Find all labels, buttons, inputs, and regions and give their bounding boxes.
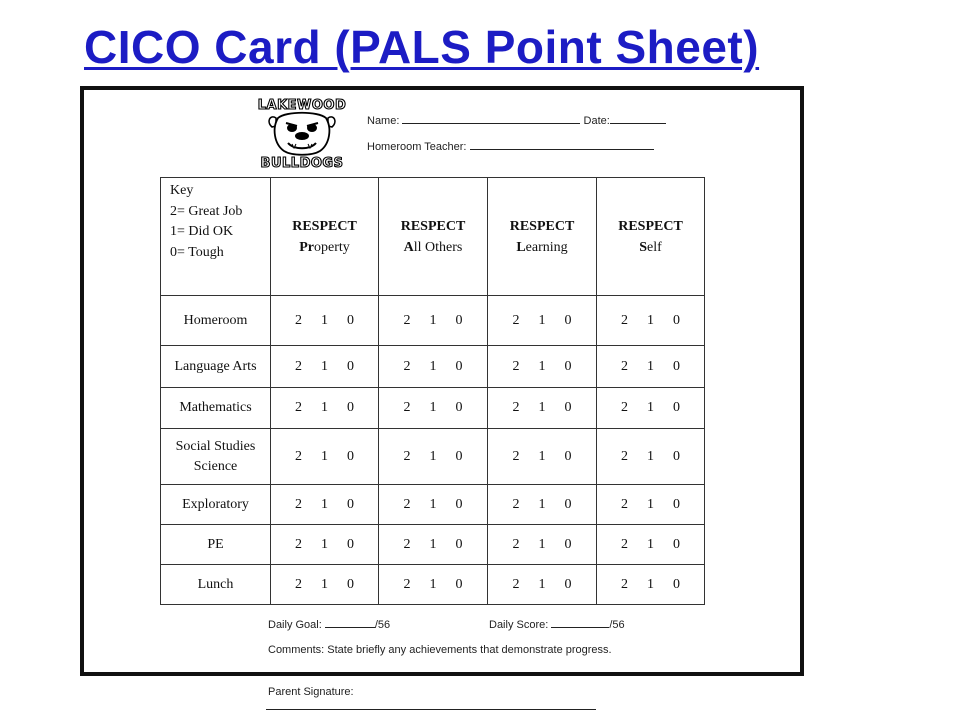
score-option[interactable]: 2 (512, 536, 520, 552)
score-option[interactable]: 0 (564, 358, 572, 374)
score-option[interactable]: 1 (429, 400, 437, 415)
score-option[interactable]: 0 (347, 496, 354, 512)
daily-goal-field[interactable] (325, 618, 375, 628)
score-option[interactable]: 1 (647, 536, 654, 552)
score-option[interactable]: 1 (647, 448, 654, 464)
score-option[interactable]: 0 (347, 312, 354, 328)
score-cell (379, 346, 488, 388)
score-option[interactable]: 0 (564, 536, 572, 552)
score-option[interactable]: 0 (564, 312, 572, 328)
score-option[interactable]: 1 (321, 400, 328, 415)
date-field[interactable] (610, 114, 666, 124)
score-option[interactable]: 2 (621, 400, 628, 415)
score-option[interactable]: 2 (621, 496, 628, 512)
score-option[interactable]: 0 (673, 312, 680, 328)
behavior-grid (160, 177, 705, 605)
column-header-learning: RESPECT Learning (488, 178, 597, 296)
score-option[interactable]: 2 (295, 448, 302, 464)
score-option[interactable]: 2 (621, 536, 628, 552)
score-option[interactable]: 1 (429, 358, 437, 374)
score-option[interactable]: 0 (347, 448, 354, 464)
score-option[interactable]: 0 (564, 576, 572, 592)
bulldog-head (269, 113, 335, 155)
score-cell (597, 296, 705, 346)
score-cell (488, 565, 597, 605)
score-option[interactable]: 2 (621, 358, 628, 374)
column-header-all-others: RESPECT All Others (379, 178, 488, 296)
score-option[interactable]: 0 (673, 576, 680, 592)
score-option[interactable]: 0 (347, 576, 354, 592)
score-option[interactable]: 0 (455, 496, 463, 512)
score-option[interactable]: 2 (512, 400, 520, 415)
date-label: Date: (583, 115, 610, 127)
score-option[interactable]: 2 (403, 312, 411, 328)
daily-goal-suffix: /56 (374, 619, 391, 631)
score-option[interactable]: 0 (673, 358, 680, 374)
score-cell (271, 346, 379, 388)
logo-top-text (258, 98, 347, 113)
score-option[interactable]: 1 (429, 312, 437, 328)
score-option[interactable]: 0 (564, 448, 572, 464)
table-row (161, 346, 705, 388)
score-option[interactable]: 0 (564, 400, 572, 415)
score-cell (271, 429, 379, 485)
score-option[interactable]: 0 (673, 536, 680, 552)
score-cell (488, 346, 597, 388)
score-option[interactable]: 2 (295, 536, 302, 552)
score-cell (597, 346, 705, 388)
key-line-2: 2= Great Job (170, 203, 243, 219)
score-option[interactable]: 2 (512, 312, 520, 328)
score-option[interactable]: 0 (564, 496, 572, 512)
score-cell (488, 485, 597, 525)
logo-bottom-text (261, 156, 344, 170)
teacher-line (367, 140, 654, 153)
bulldog-mascot-icon (256, 96, 348, 170)
name-label: Name: (367, 115, 400, 127)
column-header-property: RESPECT Property (271, 178, 379, 296)
score-option[interactable]: 0 (455, 448, 463, 464)
score-cell (379, 429, 488, 485)
score-option[interactable]: 2 (512, 358, 520, 374)
score-option[interactable]: 1 (429, 576, 437, 592)
score-option[interactable]: 1 (647, 312, 654, 328)
score-option[interactable]: 1 (647, 358, 654, 374)
score-option[interactable]: 1 (647, 496, 654, 512)
score-option[interactable]: 0 (673, 496, 680, 512)
score-option[interactable]: 0 (673, 400, 680, 415)
teacher-field[interactable] (470, 140, 654, 150)
score-option[interactable]: 1 (647, 576, 654, 592)
score-option[interactable]: 1 (321, 576, 328, 592)
score-option[interactable]: 1 (538, 496, 546, 512)
score-cell (488, 388, 597, 429)
score-cell (597, 525, 705, 565)
row-label: Exploratory (161, 485, 271, 525)
score-option[interactable]: 2 (403, 400, 411, 415)
score-option[interactable]: 2 (403, 358, 411, 374)
svg-text:BULLDOGS: BULLDOGS (260, 156, 344, 170)
score-option[interactable]: 2 (403, 576, 411, 592)
daily-goal-label: Daily Goal: (268, 619, 322, 631)
score-option[interactable]: 2 (295, 496, 302, 512)
score-option[interactable]: 2 (403, 448, 411, 464)
score-option[interactable]: 2 (295, 358, 302, 374)
row-label: Mathematics (161, 388, 271, 429)
daily-score-line (489, 618, 625, 631)
score-option[interactable]: 1 (538, 448, 546, 464)
row-label: Homeroom (161, 296, 271, 346)
column-header-self: RESPECT Self (597, 178, 705, 296)
score-option[interactable]: 2 (621, 312, 628, 328)
score-option[interactable]: 0 (455, 358, 463, 374)
header-row (161, 178, 705, 296)
score-option[interactable]: 1 (429, 496, 437, 512)
score-cell (488, 525, 597, 565)
score-cell (597, 565, 705, 605)
score-cell (271, 485, 379, 525)
key-title: Key (170, 183, 194, 198)
score-option[interactable]: 2 (621, 448, 628, 464)
score-option[interactable]: 2 (512, 576, 520, 592)
score-option[interactable]: 0 (347, 536, 354, 552)
score-option[interactable]: 1 (429, 536, 437, 552)
score-cell (597, 388, 705, 429)
score-cell (379, 388, 488, 429)
svg-text:LAKEWOOD: LAKEWOOD (257, 98, 347, 113)
score-option[interactable]: 1 (538, 358, 546, 374)
score-option[interactable]: 0 (455, 400, 463, 415)
key-cell (161, 178, 271, 296)
table-row (161, 565, 705, 605)
score-option[interactable]: 1 (647, 400, 654, 415)
score-option[interactable]: 1 (538, 536, 546, 552)
score-cell (379, 565, 488, 605)
score-cell (597, 429, 705, 485)
score-option[interactable]: 1 (538, 312, 546, 328)
page-title: CICO Card (PALS Point Sheet) (84, 21, 760, 73)
daily-score-field[interactable] (551, 618, 609, 628)
score-option[interactable]: 2 (621, 576, 628, 592)
daily-score-suffix: /56 (609, 619, 625, 631)
score-cell (271, 525, 379, 565)
name-field[interactable] (402, 114, 580, 124)
score-cell (271, 565, 379, 605)
score-option[interactable]: 1 (538, 576, 546, 592)
score-option[interactable]: 0 (455, 576, 463, 592)
score-option[interactable]: 1 (321, 358, 328, 374)
daily-goal-line (268, 618, 390, 631)
score-option[interactable]: 2 (403, 496, 411, 512)
score-option[interactable]: 1 (321, 312, 328, 328)
score-cell (379, 485, 488, 525)
teacher-label: Homeroom Teacher: (367, 141, 467, 153)
daily-score-label: Daily Score: (489, 619, 549, 631)
table-row (161, 485, 705, 525)
score-cell (379, 296, 488, 346)
score-option[interactable]: 1 (538, 400, 546, 415)
score-option[interactable]: 2 (512, 448, 520, 464)
key-line-0: 0= Tough (170, 244, 224, 260)
score-option[interactable]: 1 (321, 496, 328, 512)
row-label: Lunch (161, 565, 271, 605)
score-cell (597, 485, 705, 525)
score-option[interactable]: 2 (512, 496, 520, 512)
row-label: Language Arts (161, 346, 271, 388)
score-option[interactable]: 0 (455, 312, 463, 328)
key-line-1: 1= Did OK (170, 224, 234, 239)
score-option[interactable]: 1 (321, 536, 328, 552)
score-cell (488, 429, 597, 485)
table-row (161, 525, 705, 565)
score-option[interactable]: 0 (347, 358, 354, 374)
score-cell (271, 388, 379, 429)
row-label: Social Studies Science (161, 429, 271, 485)
score-option[interactable]: 0 (455, 536, 463, 552)
table-row (161, 296, 705, 346)
score-cell (379, 525, 488, 565)
score-option[interactable]: 2 (295, 312, 302, 328)
comments-text: Comments: State briefly any achievements that demonstrate progress. (268, 644, 612, 656)
table-row (161, 429, 705, 485)
point-sheet-card (80, 86, 804, 676)
score-option[interactable]: 1 (429, 448, 437, 464)
row-label: PE (161, 525, 271, 565)
table-row (161, 388, 705, 429)
score-option[interactable]: 0 (347, 400, 354, 415)
score-cell (488, 296, 597, 346)
name-date-line (367, 114, 666, 127)
parent-signature-field[interactable] (266, 709, 596, 710)
score-option[interactable]: 2 (295, 400, 302, 415)
score-cell (271, 296, 379, 346)
score-option[interactable]: 2 (403, 536, 411, 552)
score-option[interactable]: 2 (295, 576, 302, 592)
score-option[interactable]: 0 (673, 448, 680, 464)
parent-signature-label: Parent Signature: (268, 686, 354, 698)
score-option[interactable]: 1 (321, 448, 328, 464)
